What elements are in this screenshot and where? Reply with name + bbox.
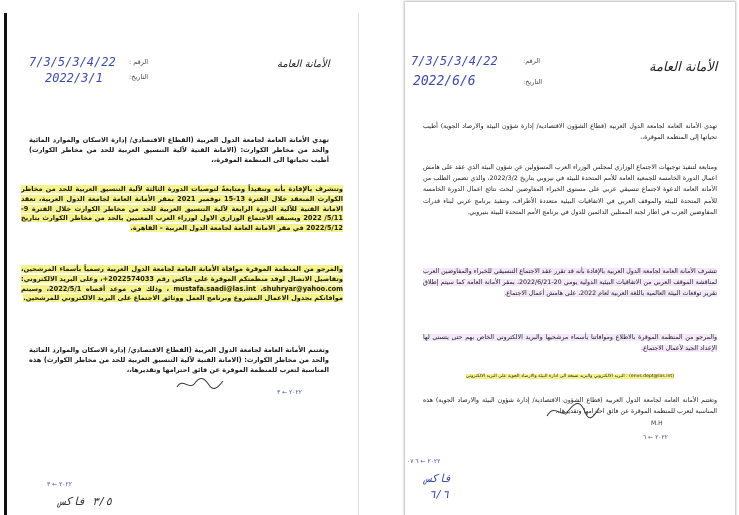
date-handwritten: 2022/3/1 <box>45 71 103 85</box>
highlighted-text: والمرجو من المنظمة الموقرة بالاطلاع وموافاتنا بأسماء مرشحيها والبريد الالكتروني الخاص بهم حتى يتسنى لها الإعداد الجيد لأعمال الاجتماع. <box>423 334 717 353</box>
ref-label: الرقم : <box>129 58 149 66</box>
date-label: التاريخ: <box>129 73 149 81</box>
signature <box>545 400 601 422</box>
letter-right <box>405 2 735 515</box>
signature <box>175 375 225 393</box>
handwritten-note: فاكس <box>425 472 452 485</box>
email-note <box>423 373 717 381</box>
paragraph-greeting: تهدي الأمانة العامة لجامعة الدول العربية (القطاع الاقتصادي/ إدارة الاسكان والموارد المائية والحد من مخاطر الكوارث: (الامانة الفنية لآلية التنسيق العربية للحد من مخاطر الكوارث) أطيب تحياتها الى المنظمة الموقرة،، <box>29 136 329 164</box>
highlighted-text: (envs.dept@las.int) : البريد الالكتروني والبريد نسخة الى ادارة البيئة والارصاد الجوية على البريد الالكتروني <box>465 374 674 379</box>
receipt-stamp: ٢٠٢٢ ← ٦ ٠٧ <box>407 458 441 465</box>
date-label: التاريخ: <box>523 78 543 86</box>
ref-number-handwritten: 7/3/5/3/4/22 <box>411 54 498 68</box>
paragraph-request <box>21 265 343 304</box>
handwritten-note: ٦/٦ <box>429 488 449 501</box>
paragraph-request <box>423 332 717 354</box>
paragraph-meeting-details <box>21 185 343 234</box>
paragraph-greeting: تهدي الأمانة العامة لجامعة الدول العربية (قطاع الشؤون الاقتصادية/ إدارة شؤون البيئة والارصاد الجوية) أطيب تحياتها إلى المنظمة الموقرة،، <box>423 123 717 142</box>
highlighted-text: وتتشرف بالإفادة بأنه وتنفيذاً ومتابعةً لتوصيات الدورة الثالثة لآلية التنسيق العربية للحد من مخاطر الكوارث المنعقد خلال الفترة 13-15 نوفمبر 2021 بمقر الأمانة العامة لجامعة الدول العربية، تعقد الامانة الفنية للآلية الدورة الرابعة لآلية التنسيق العربية للحد من مخاطر الكوارث خلال الفترة 9-5/11/ 2022 ويسبقه الاجتماع الوزاري الاول لوزراء العرب المعنيين بالحد من مخاطر الكوارث بتاريخ 2022/5/12 في مقر الامانة العامة لجامعة الدول العربية – القاهرة. <box>21 185 344 233</box>
secretariat-logo: الأمانة العامة <box>277 59 330 70</box>
ref-label: الرقم: <box>523 57 540 65</box>
ref-number-handwritten: 7/3/5/3/4/22 <box>29 55 116 69</box>
receipt-stamp: ٢٠٢٢ ← ٣ <box>277 389 302 396</box>
paragraph-closing: وتغتنم الأمانة العامة لجامعة الدول العربية (القطاع الاقتصادي/ إدارة الاسكان والموارد المائية والحد من مخاطر الكوارث: (الامانة الفنية لآلية التنسيق العربية للحد من مخاطر الكوارث) هذه المناسبة لتعرب للمنظمة الموقرة عن فائق احترامها وتقديرها،، <box>29 346 329 374</box>
receipt-stamp: ٢٠٢٢ ← ٦ <box>643 434 668 441</box>
letter-left <box>4 13 359 515</box>
paragraph-meeting <box>423 266 717 300</box>
secretariat-logo: الأمانة العامة <box>649 60 718 75</box>
initials: M.H <box>651 420 663 427</box>
paragraph-background: ومتابعة لتنفيذ توجيهات الاجتماع الوزاري لمجلس الوزراء العرب المسؤولين عن شؤون البيئة الذي عقد على هامش اعمال الدورة الخامسة للجمعية العامة للأمم المتحدة للبيئة في نيروبي بتاريخ 2022/3/2، والذي تضمن الطلب من الأمانة العامة الدعوة لاجتماع تنسيقي عربي على مستوى الخبراء المفاوضين لبحث نتائج اعمال الدورة الخامسة للأمم المتحدة للبيئة والموقف العربي في الاتفاقيات البيئية متعددة الأطراف، وتنفيذ برنامج عربي لبناء قدرات المفاوضين العرب في اطار لجنة الممثلين الدائمين للدول في برنامج الأمم المتحدة للبيئة بنيروبي. <box>423 164 717 216</box>
handwritten-note: ٣/٥ فاكس <box>59 495 112 508</box>
paragraph-closing: وتغتنم الأمانة العامة لجامعة الدول العربية (قطاع الشؤون الاقتصادية/ إدارة شؤون البيئة والارصاد الجوية) هذه المناسبة لتعرب للمنظمة الموقرة عن فائق احترامها وتقديرها،، <box>423 397 717 416</box>
highlighted-text: تتشرف الأمانة العامة لجامعة الدول العربية بالإفادة بأنه قد تقرر عقد الاجتماع التنسيقي للخبراء والمفاوضين العرب لمناقشة الموقف العربي من الاتفاقيات البيئية الدولية يومي 20-2022/6/21، بمقر الأمانة العامة كما سيتم إطلاق تقرير توقعات البيئة العالمية باللغة العربية لعام 2022، على هامش أعمال الاجتماع. <box>423 268 717 298</box>
highlighted-text: والمرجو من المنظمة الموقرة موافاة الأمانة العامة لجامعة الدول العربية رسمياً بأسماء المرشحين، وتفاصيل الاتصال لوفد منظمتكم الموقرة على فاكس رقم 2022574033+، وعلى البريد الالكتروني: mustafa.saadi@las.int ،shuhryar@yahoo.com ، وذلك في موعد أقصاه 2022/5/1، وسيتم موافاتكم بجدول الاعمال المشروع وبرنامج العمل ووثائق الاجتماع على البريد الالكتروني للمرشحين. <box>21 265 344 303</box>
date-handwritten: 2022/6/6 <box>413 74 476 89</box>
receipt-stamp: ٢٠٢٢ ← ٣ <box>47 481 72 488</box>
